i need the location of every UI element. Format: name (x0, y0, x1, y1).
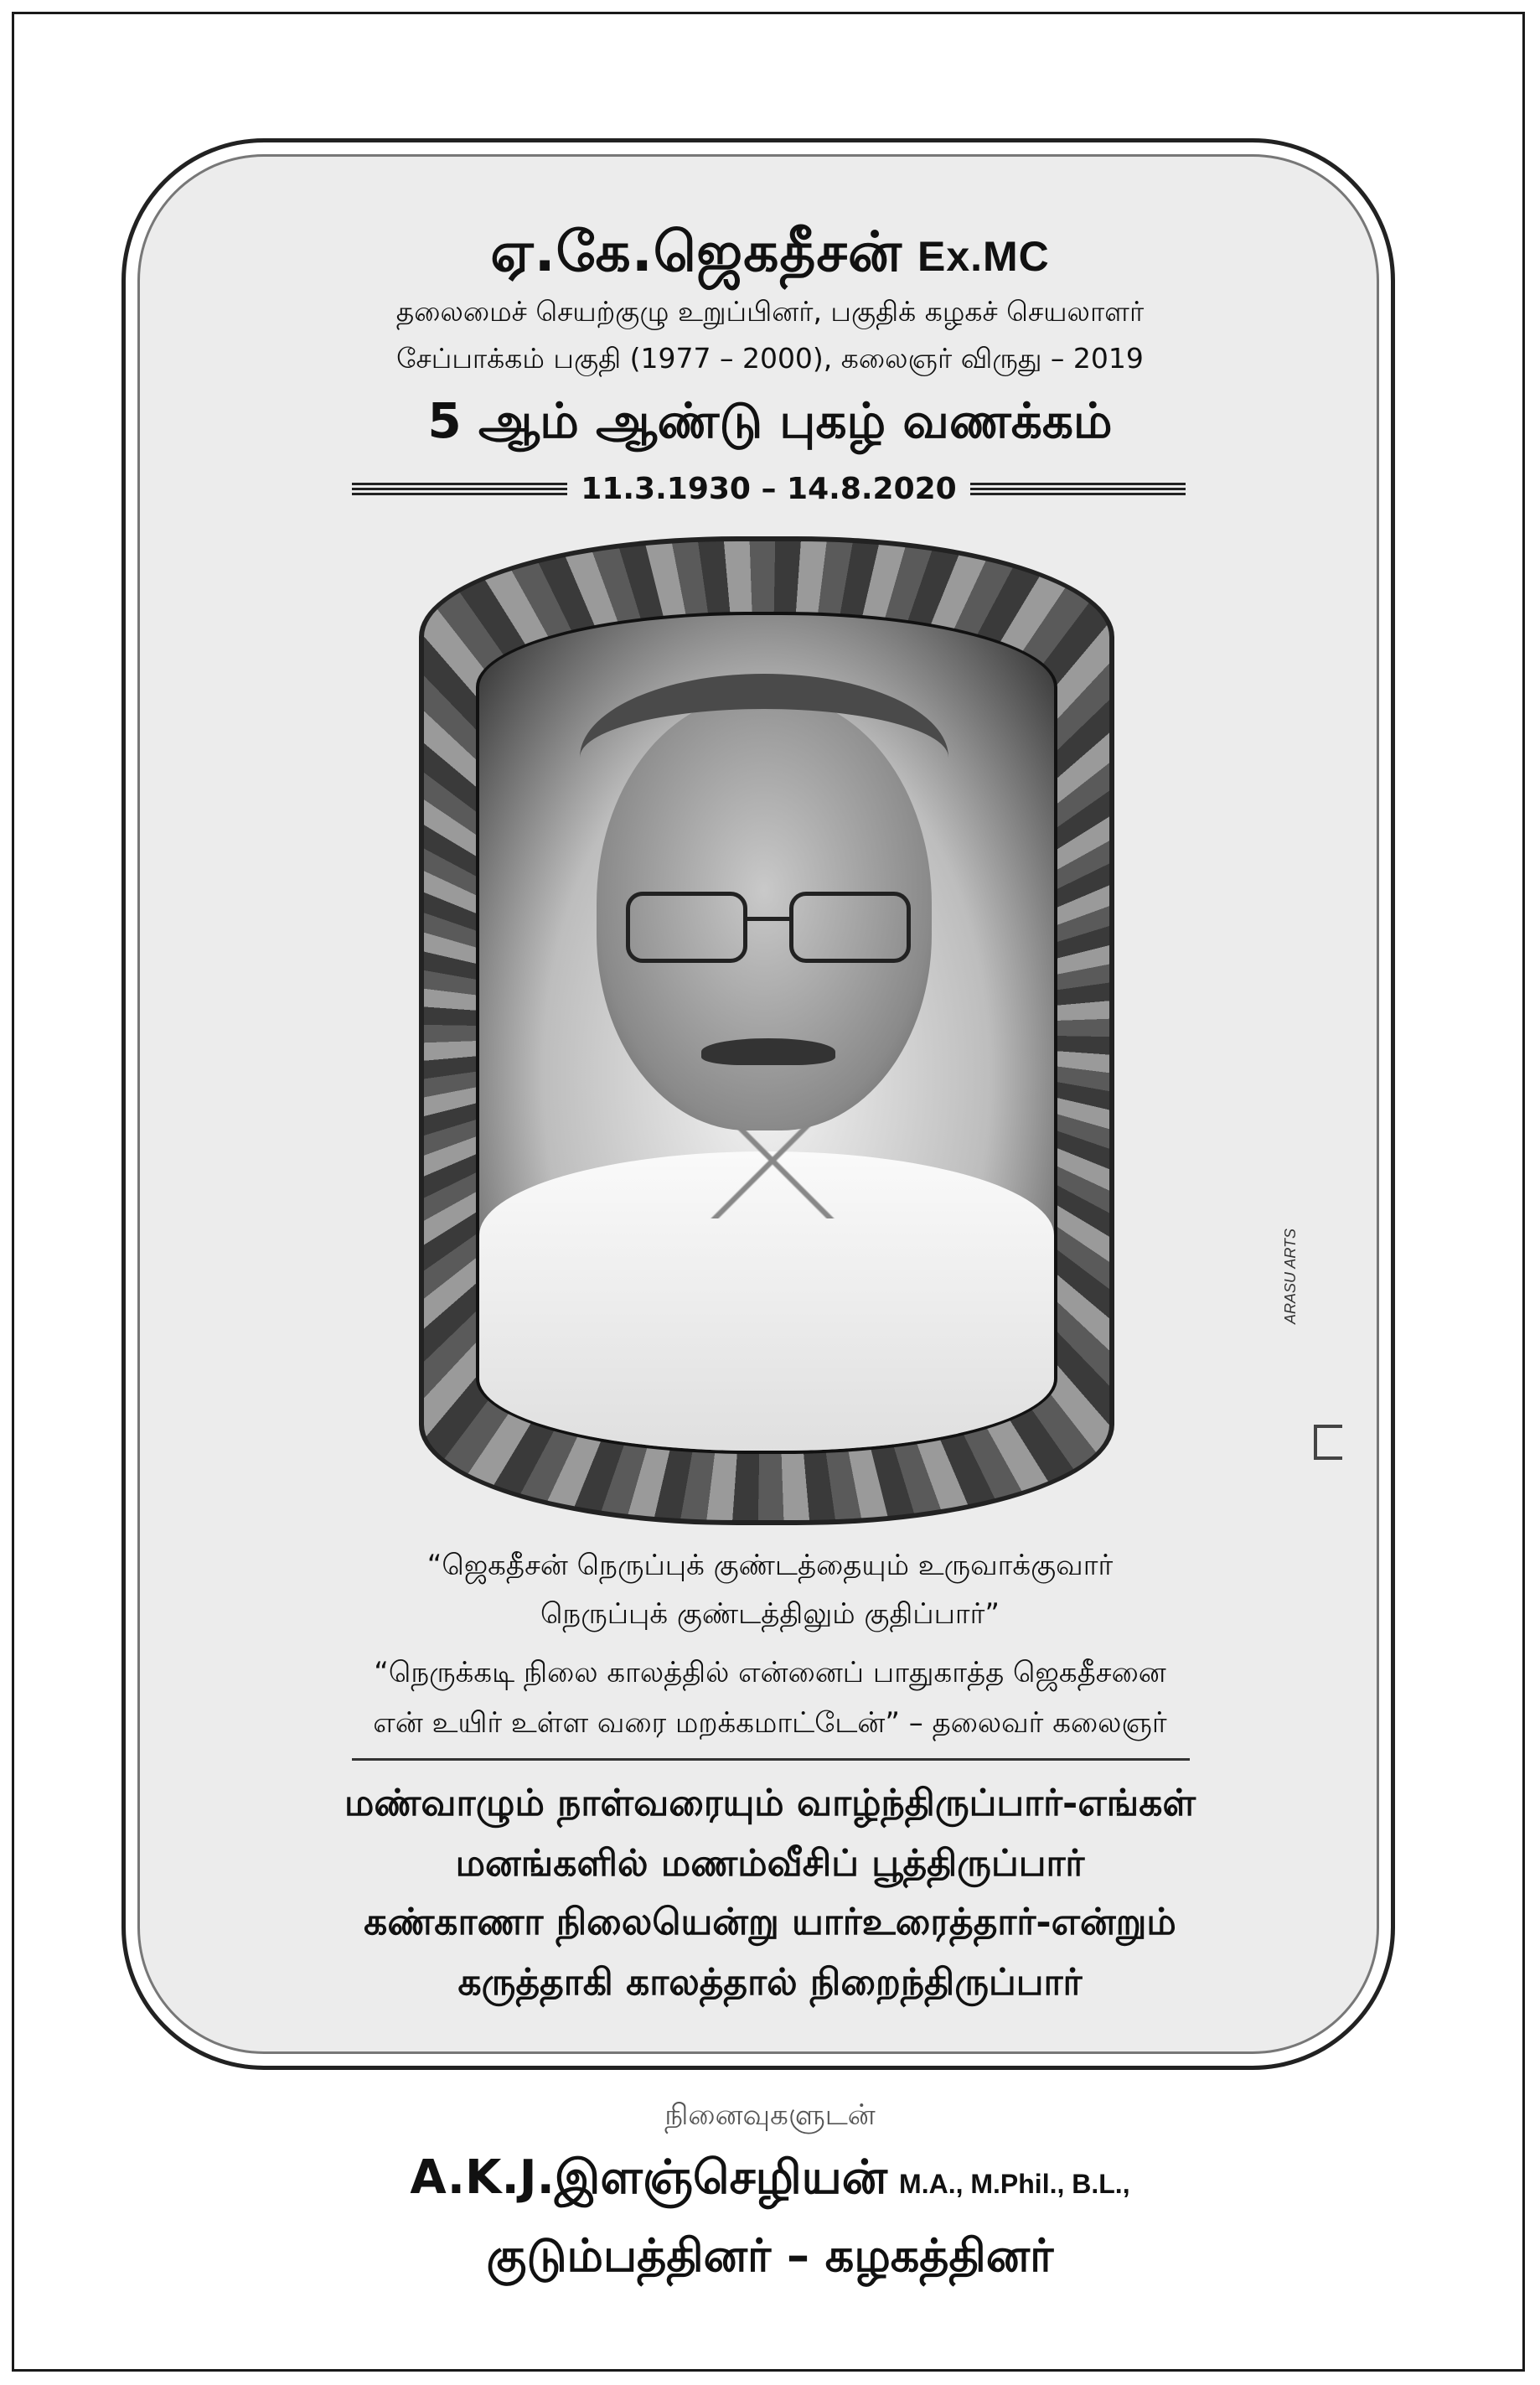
tribute-heading: 5 ஆம் ஆண்டு புகழ் வணக்கம் (427, 392, 1113, 449)
date-rule-left (352, 483, 567, 495)
designation-line-2: சேப்பாக்கம் பகுதி (1977 – 2000), கலைஞர் விருது – 2019 (396, 342, 1144, 375)
poem-line-2: மனங்களில் மணம்வீசிப் பூத்திருப்பார் (455, 1842, 1085, 1885)
signatory-qualifications: M.A., M.Phil., B.L., (899, 2169, 1130, 2199)
family-and-party: குடும்பத்தினர் – கழகத்தினர் (486, 2229, 1054, 2282)
memorial-name (0, 220, 1540, 292)
shirt-collar (697, 1118, 848, 1218)
signatory (0, 2150, 1540, 2211)
divider (352, 1758, 1190, 1761)
with-memories-label: நினைவுகளுடன் (664, 2098, 876, 2132)
poem-line-1: மண்வாழும் நாள்வரையும் வாழ்ந்திருப்பார்-எங்கள் (344, 1782, 1196, 1824)
date-row (352, 468, 1186, 510)
quote-line-4: என் உயிர் உள்ள வரை மறக்கமாட்டேன்” – தலைவர் கலைஞர் (373, 1706, 1167, 1740)
quote-line-3: “நெருக்கடி நிலை காலத்தில் என்னைப் பாதுகாத்த ஜெகதீசனை (374, 1656, 1166, 1689)
poem-line-4: கருத்தாகி காலத்தால் நிறைந்திருப்பார் (457, 1961, 1083, 2004)
poem-line-3: கண்காணா நிலையென்று யார்உரைத்தார்-என்றும் (364, 1901, 1176, 1943)
signatory-name: A.K.J.இளஞ்செழியன் (410, 2150, 888, 2205)
glasses (626, 892, 911, 967)
photo-credit: ARASU ARTS (1282, 1228, 1299, 1324)
hair (580, 674, 948, 841)
mustache (701, 1038, 835, 1065)
designation-line-1: தலைமைச் செயற்குழு உறுப்பினர், பகுதிக் கழகச் செயலாளர் (395, 295, 1145, 328)
date-rule-right (970, 483, 1186, 495)
quote-line-2: நெருப்புக் குண்டத்திலும் குதிப்பார்” (540, 1597, 1000, 1631)
name-tamil: ஏ.கே.ஜெகதீசன் (490, 220, 902, 284)
portrait-photo (476, 612, 1057, 1454)
name-suffix: Ex.MC (917, 233, 1050, 280)
quote-line-1: “ஜெகதீசன் நெருப்புக் குண்டத்தையும் உருவாக்குவார் (426, 1549, 1114, 1582)
life-dates: 11.3.1930 – 14.8.2020 (581, 471, 957, 506)
credit-bracket (1314, 1425, 1342, 1460)
